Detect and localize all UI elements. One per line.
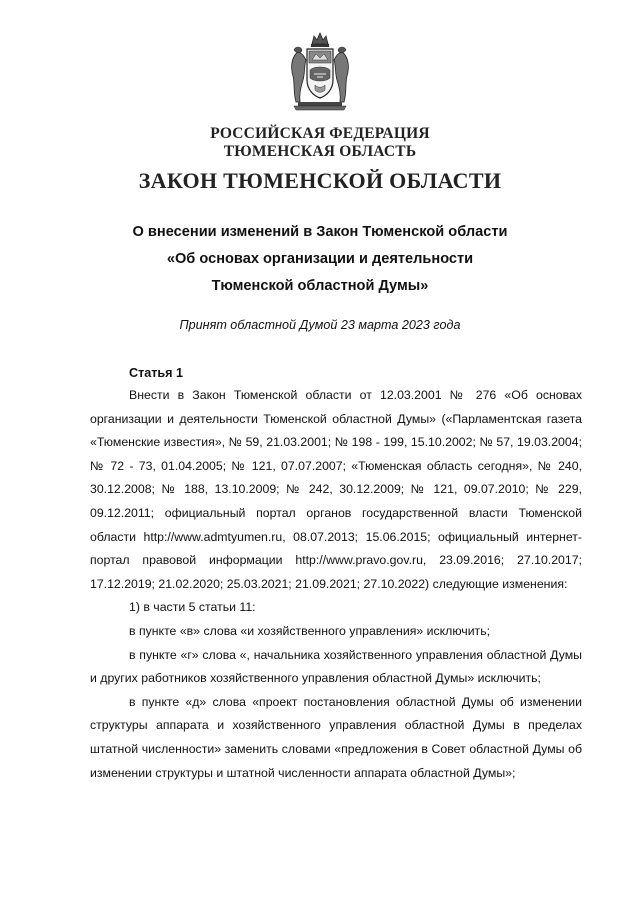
article-body (90, 384, 582, 785)
body-paragraph: 1) в части 5 статьи 11: (129, 600, 256, 615)
article-heading: Статья 1 (129, 366, 184, 380)
law-title-line: «Об основах организации и деятельности (166, 251, 474, 267)
law-title (60, 219, 580, 300)
adoption-date-line: Принят областной Думой 23 марта 2023 года (179, 318, 461, 332)
country-heading: РОССИЙСКАЯ ФЕДЕРАЦИЯ (210, 125, 430, 142)
body-paragraph: в пункте «г» слова «, начальника хозяйственного управления областной Думы и других работников хозяйственного управления областной Думы» исключить; (90, 647, 582, 686)
law-title-line: О внесении изменений в Закон Тюменской области (132, 224, 508, 240)
body-paragraph: Внести в Закон Тюменской области от 12.03.2001 № 276 «Об основах организации и деятельности Тюменской областной Думы» («Парламентская газета «Тюменские известия», № 59, 21.03.2001; № 198 - 199, 15.10.2002; № 57, 19.03.2004; № 72 - 73, 01.04.2005; № 121, 07.07.2007; «Тюменская область сегодня», № 240, 30.12.2008; № 188, 13.10.2009; № 242, 30.12.2009; № 121, 09.07.2010; № 229, 09.12.2011; официальный портал органов государственной власти Тюменской области http://www.admtyumen.ru, 08.07.2013; 15.06.2015; официальный интернет-портал правовой информации http://www.pravo.gov.ru, 23.09.2016; 27.10.2017; 17.12.2019; 21.02.2020; 25.03.2021; 21.09.2021; 27.10.2022) следующие изменения: (90, 388, 582, 591)
body-paragraph: в пункте «д» слова «проект постановления областной Думы об изменении структуры аппарата и хозяйственного управления областной Думы в пределах штатной численности» заменить словами «предложения в Совет областной Думы об изменении структуры и штатной численности аппарата областной Думы»; (90, 694, 582, 780)
law-title-line: Тюменской областной Думы» (211, 278, 429, 294)
tyumen-coat-of-arms-icon (284, 30, 356, 116)
document-type-heading: ЗАКОН ТЮМЕНСКОЙ ОБЛАСТИ (138, 168, 502, 193)
body-paragraph: в пункте «в» слова «и хозяйственного управления» исключить; (129, 623, 491, 638)
region-heading: ТЮМЕНСКАЯ ОБЛАСТЬ (223, 143, 417, 160)
